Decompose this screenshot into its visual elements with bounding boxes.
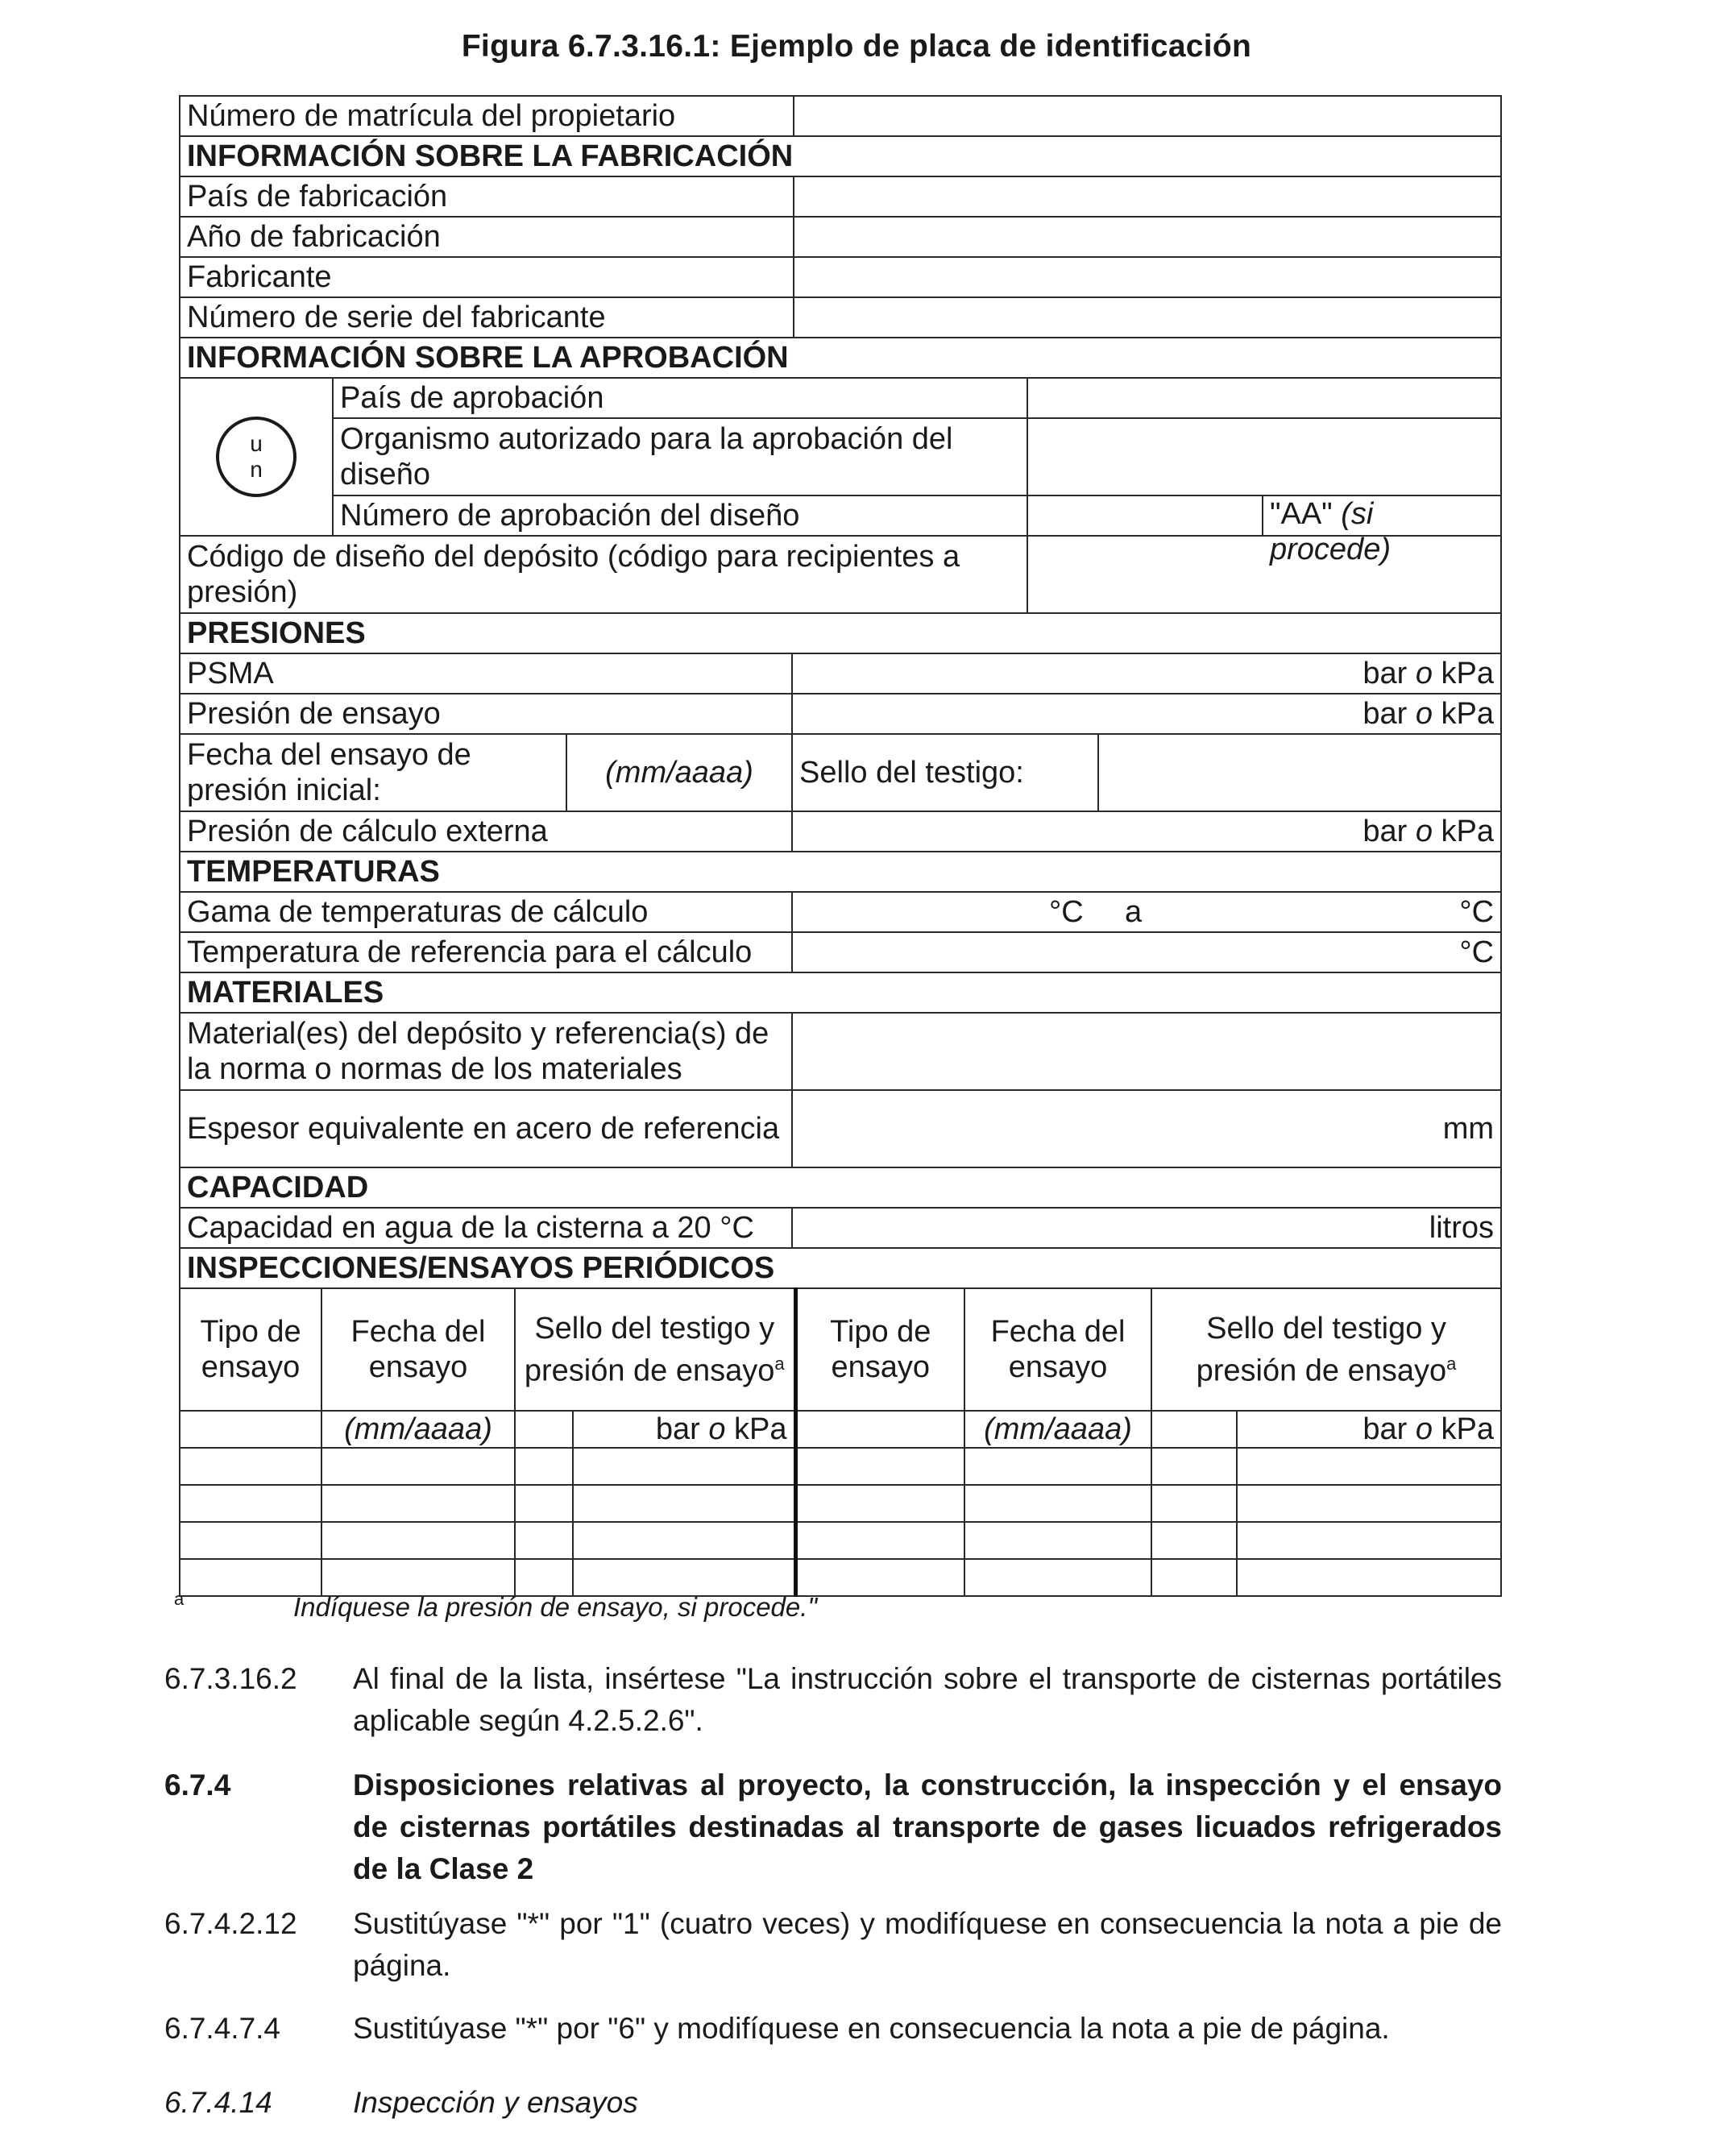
blank-cell [1151,1485,1237,1522]
blank-cell [573,1559,795,1596]
design-code-label: Código de diseño del depósito (código para recipientes a presión) [180,536,1027,613]
footnote-text: Indíquese la presión de ensayo, si procede." [293,1592,818,1622]
blank-cell [573,1485,795,1522]
paragraph-number: 6.7.3.16.2 [164,1662,297,1695]
units-cell [515,1411,573,1448]
blank-cell [321,1559,515,1596]
paragraph-text: Sustitúyase "*" por "1" (cuatro veces) y modifíquese en consecuencia la nota a pie de página. [353,1907,1502,1982]
footnote-mark: a [174,1589,185,1609]
plate-pressure-table [179,653,1502,1289]
approval-body-value [1027,418,1501,495]
col-stamp-right: Sello del testigo y presión de ensayo$^a$ [1151,1288,1501,1411]
year-manufacture-label: Año de fabricación [180,217,794,257]
temp-range-label: Gama de temperaturas de cálculo [180,892,792,932]
paragraph-number: 6.7.4 [164,1768,231,1802]
units-cell [1151,1411,1237,1448]
col-test-date-left: Fecha del ensayo [321,1288,515,1411]
paragraph-text: Inspección y ensayos [353,2086,638,2119]
blank-cell [515,1522,573,1559]
equiv-thickness-label: Espesor equivalente en acero de referencia [180,1090,792,1167]
temp-range-to-unit: °C [1459,895,1495,929]
blank-cell [795,1485,964,1522]
un-packaging-symbol [216,417,297,497]
blank-cell [180,1485,321,1522]
identification-plate [179,95,1500,1597]
approval-body-label: Organismo autorizado para la aprobación del diseño [333,418,1027,495]
units-cell [180,1411,321,1448]
blank-cell [321,1485,515,1522]
aa-mark: "AA" (si procede) [1262,496,1500,535]
approval-number-value [1027,495,1501,566]
external-pressure-unit: bar o kPa [792,811,1501,852]
initial-test-date-format: (mm/aaaa) [566,734,792,811]
manufacturer-label: Fabricante [180,257,794,297]
blank-cell [964,1559,1151,1596]
materials-section-header: MATERIALES [180,972,1501,1013]
initial-test-date-label: Fecha del ensayo de presión inicial: [180,734,566,811]
un-symbol-cell [180,378,333,536]
col-stamp-left: Sello del testigo y presión de ensayo$^a$ [515,1288,795,1411]
paragraph-6-7-3-16-2 [164,1658,1502,1747]
paragraph-6-7-4-7-4 [164,2008,1502,2053]
temperatures-section-header: TEMPERATURAS [180,852,1501,892]
blank-cell [180,1448,321,1485]
capacity-section-header: CAPACIDAD [180,1167,1501,1208]
paragraph-text: Al final de la lista, insértese "La instrucción sobre el transporte de cisternas portátiles aplicable según 4.2.5.2.6". [353,1662,1502,1737]
blank-cell [321,1448,515,1485]
water-capacity-label: Capacidad en agua de la cisterna a 20 °C [180,1208,792,1248]
blank-cell [1151,1522,1237,1559]
units-date-left: (mm/aaaa) [321,1411,515,1448]
blank-cell [1237,1559,1501,1596]
blank-cell [964,1448,1151,1485]
paragraph-6-7-4 [164,1764,1502,1893]
blank-cell [180,1559,321,1596]
blank-cell [795,1448,964,1485]
figure-title: Figura 6.7.3.16.1: Ejemplo de placa de identificación [461,29,1252,64]
country-approval-value [1027,378,1501,418]
blank-cell [180,1522,321,1559]
pressures-section-header: PRESIONES [180,613,1501,653]
country-manufacture-label: País de fabricación [180,176,794,217]
test-pressure-unit: bar o kPa [792,694,1501,734]
witness-stamp-label: Sello del testigo: [792,734,1098,811]
psma-label: PSMA [180,653,792,694]
equiv-thickness-unit: mm [792,1090,1501,1167]
col-test-type-right: Tipo de ensayo [795,1288,964,1411]
owner-reg-label: Número de matrícula del propietario [180,96,794,136]
shell-materials-value [792,1013,1501,1090]
units-cell [795,1411,964,1448]
blank-cell [1237,1448,1501,1485]
units-pressure-left: bar o kPa [573,1411,795,1448]
witness-stamp-value [1098,734,1501,811]
periodic-section-header: INSPECCIONES/ENSAYOS PERIÓDICOS [180,1248,1501,1288]
paragraph-number: 6.7.4.7.4 [164,2012,281,2045]
serial-number-label: Número de serie del fabricante [180,297,794,338]
paragraph-text: Disposiciones relativas al proyecto, la construcción, la inspección y el ensayo de cisternas portátiles destinadas al transporte de gases licuados refrigerados de la Clase 2 [353,1768,1502,1885]
col-test-date-right: Fecha del ensayo [964,1288,1151,1411]
blank-cell [573,1522,795,1559]
owner-reg-value [794,96,1501,136]
external-pressure-label: Presión de cálculo externa [180,811,792,852]
blank-cell [321,1522,515,1559]
un-symbol-top: u [250,431,263,456]
paragraph-6-7-4-2-12 [164,1903,1502,1992]
manufacture-section-header: INFORMACIÓN SOBRE LA FABRICACIÓN [180,136,1501,176]
design-code-value [1027,536,1501,613]
shell-materials-label: Material(es) del depósito y referencia(s) de la norma o normas de los materiales [180,1013,792,1090]
serial-number-value [794,297,1501,338]
psma-unit: bar o kPa [792,653,1501,694]
blank-cell [964,1522,1151,1559]
periodic-inspection-table [179,1287,1502,1597]
blank-cell [795,1522,964,1559]
paragraph-number: 6.7.4.14 [164,2086,272,2119]
blank-cell [1151,1559,1237,1596]
units-pressure-right: bar o kPa [1237,1411,1501,1448]
water-capacity-unit: litros [792,1208,1501,1248]
blank-cell [515,1485,573,1522]
ref-temp-unit: °C [792,932,1501,972]
ref-temp-label: Temperatura de referencia para el cálculo [180,932,792,972]
test-pressure-label: Presión de ensayo [180,694,792,734]
temp-range-a: a [1125,895,1143,929]
temp-range-value [792,892,1501,932]
col-test-type-left: Tipo de ensayo [180,1288,321,1411]
blank-cell [515,1448,573,1485]
manufacturer-value [794,257,1501,297]
blank-cell [1237,1485,1501,1522]
country-approval-label: País de aprobación [333,378,1027,418]
blank-cell [795,1559,964,1596]
plate-main-table [179,95,1502,654]
blank-cell [515,1559,573,1596]
approval-section-header: INFORMACIÓN SOBRE LA APROBACIÓN [180,338,1501,378]
blank-cell [1237,1522,1501,1559]
paragraph-text: Sustitúyase "*" por "6" y modifíquese en consecuencia la nota a pie de página. [353,2012,1390,2045]
approval-number-label: Número de aprobación del diseño [333,495,1027,536]
units-date-right: (mm/aaaa) [964,1411,1151,1448]
blank-cell [573,1448,795,1485]
un-symbol-bottom: n [250,457,263,482]
blank-cell [1151,1448,1237,1485]
temp-range-from-unit: °C [1049,895,1084,929]
blank-cell [964,1485,1151,1522]
year-manufacture-value [794,217,1501,257]
country-manufacture-value [794,176,1501,217]
paragraph-number: 6.7.4.2.12 [164,1907,297,1940]
paragraph-6-7-4-14 [164,2082,1502,2127]
